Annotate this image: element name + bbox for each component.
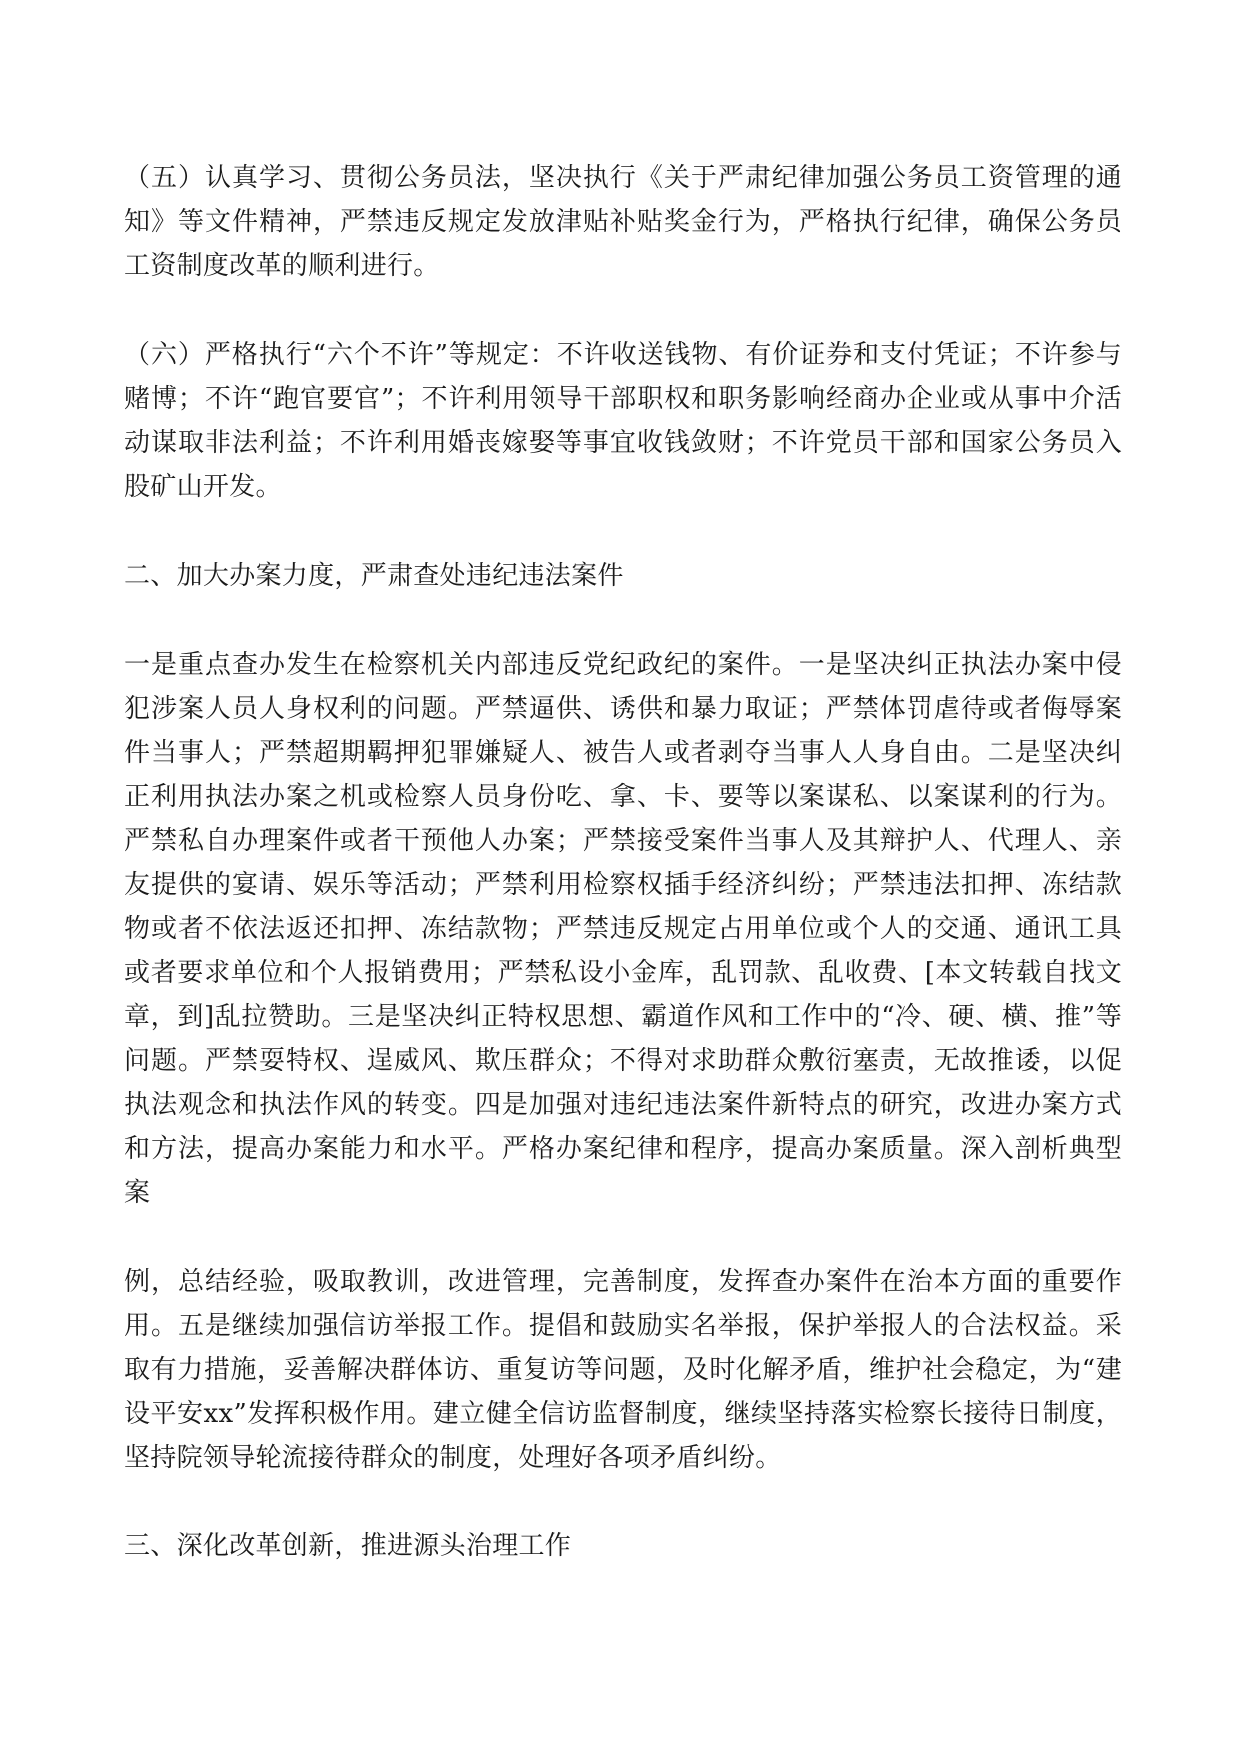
paragraph-case-handling: 一是重点查办发生在检察机关内部违反党纪政纪的案件。一是坚决纠正执法办案中侵犯涉案人员人身权利的问题。严禁逼供、诱供和暴力取证；严禁体罚虐待或者侮辱案件当事人；严禁超期羁押犯罪嫌疑人、被告人或者剥夺当事人人身自由。二是坚决纠正利用执法办案之机或检察人员身份吃、拿、卡、要等以案谋私、以案谋利的行为。严禁私自办理案件或者干预他人办案；严禁接受案件当事人及其辩护人、代理人、亲友提供的宴请、娱乐等活动；严禁利用检察权插手经济纠纷；严禁违法扣押、冻结款物或者不依法返还扣押、冻结款物；严禁违反规定占用单位或个人的交通、通讯工具或者要求单位和个人报销费用；严禁私设小金库，乱罚款、乱收费、[本文转载自找文章，到]乱拉赞助。三是坚决纠正特权思想、霸道作风和工作中的“冷、硬、横、推”等问题。严禁耍特权、逞威风、欺压群众；不得对求助群众敷衍塞责，无故推诿，以促执法观念和执法作风的转变。四是加强对违纪违法案件新特点的研究，改进办案方式和方法，提高办案能力和水平。严格办案纪律和程序，提高办案质量。深入剖析典型案 xyxy=(124,650,1122,1208)
paragraph-item-6: （六）严格执行“六个不许”等规定：不许收送钱物、有价证券和支付凭证；不许参与赌博；不许“跑官要官”；不许利用领导干部职权和职务影响经商办企业或从事中介活动谋取非法利益；不许利用婚丧嫁娶等事宜收钱敛财；不许党员干部和国家公务员入股矿山开发。 xyxy=(124,340,1122,502)
document-body xyxy=(124,156,1122,1613)
section-heading-2: 二、加大办案力度，严肃查处违纪违法案件 xyxy=(124,561,624,591)
paragraph-item-5: （五）认真学习、贯彻公务员法，坚决执行《关于严肃纪律加强公务员工资管理的通知》等文件精神，严禁违反规定发放津贴补贴奖金行为，严格执行纪律，确保公务员工资制度改革的顺利进行。 xyxy=(124,163,1122,281)
section-heading-3: 三、深化改革创新，推进源头治理工作 xyxy=(124,1531,572,1561)
paragraph-case-handling-continued: 例，总结经验，吸取教训，改进管理，完善制度，发挥查办案件在治本方面的重要作用。五是继续加强信访举报工作。提倡和鼓励实名举报，保护举报人的合法权益。采取有力措施，妥善解决群体访、重复访等问题，及时化解矛盾，维护社会稳定，为“建设平安xx”发挥积极作用。建立健全信访监督制度，继续坚持落实检察长接待日制度，坚持院领导轮流接待群众的制度，处理好各项矛盾纠纷。 xyxy=(124,1267,1122,1473)
